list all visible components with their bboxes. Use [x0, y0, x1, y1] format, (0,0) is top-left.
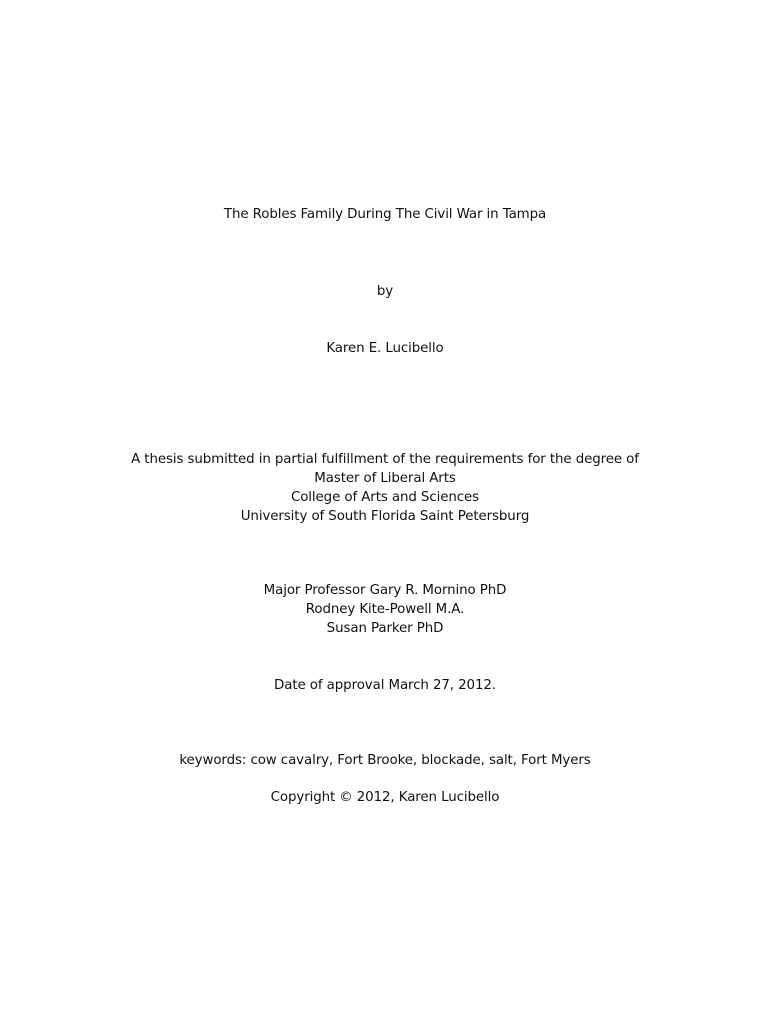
- degree-statement: A thesis submitted in partial fulfillment of the requirements for the degree of: [131, 452, 639, 467]
- college-name: College of Arts and Sciences: [290, 490, 480, 505]
- degree-name: Master of Liberal Arts: [314, 471, 456, 486]
- by-line: by: [376, 284, 394, 299]
- keywords: keywords: cow cavalry, Fort Brooke, blockade, salt, Fort Myers: [179, 753, 591, 768]
- major-professor: Major Professor Gary R. Mornino PhD: [263, 583, 507, 598]
- author-name: Karen E. Lucibello: [326, 341, 444, 356]
- thesis-title: The Robles Family During The Civil War in Tampa: [223, 207, 547, 222]
- university-name: University of South Florida Saint Petersburg: [240, 509, 530, 524]
- approval-date: Date of approval March 27, 2012.: [274, 678, 496, 693]
- committee-member-2: Susan Parker PhD: [326, 621, 444, 636]
- committee-member-1: Rodney Kite-Powell M.A.: [305, 602, 465, 617]
- copyright-notice: Copyright © 2012, Karen Lucibello: [270, 790, 500, 805]
